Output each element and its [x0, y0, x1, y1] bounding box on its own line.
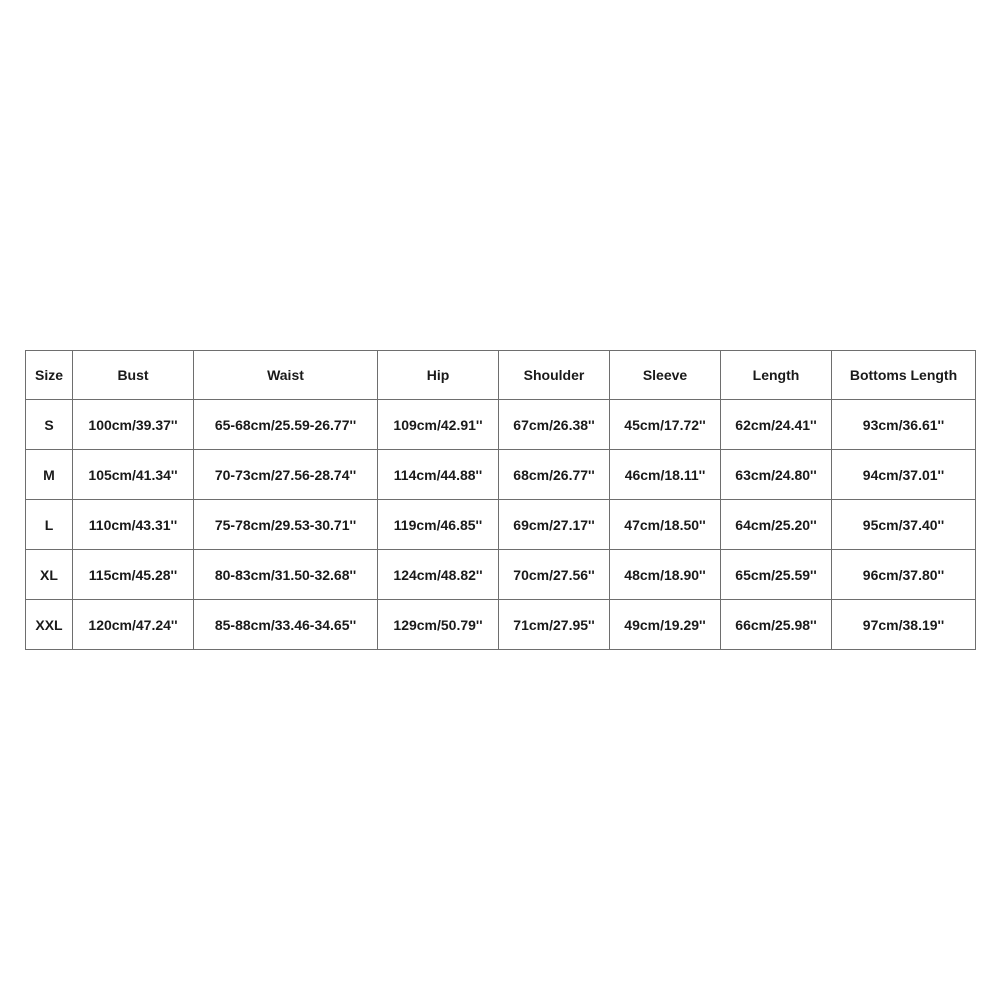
cell-waist: 80-83cm/31.50-32.68'' [194, 550, 378, 600]
header-hip: Hip [378, 351, 499, 400]
table-header-row [26, 351, 976, 400]
cell-hip: 109cm/42.91'' [378, 400, 499, 450]
cell-bust: 100cm/39.37'' [73, 400, 194, 450]
cell-bust: 110cm/43.31'' [73, 500, 194, 550]
table-row [26, 450, 976, 500]
header-bottoms-length: Bottoms Length [832, 351, 976, 400]
header-bust: Bust [73, 351, 194, 400]
cell-bottoms-length: 93cm/36.61'' [832, 400, 976, 450]
cell-size: XXL [26, 600, 73, 650]
cell-shoulder: 71cm/27.95'' [499, 600, 610, 650]
cell-bottoms-length: 94cm/37.01'' [832, 450, 976, 500]
cell-bust: 105cm/41.34'' [73, 450, 194, 500]
cell-length: 62cm/24.41'' [721, 400, 832, 450]
cell-sleeve: 48cm/18.90'' [610, 550, 721, 600]
header-sleeve: Sleeve [610, 351, 721, 400]
cell-bust: 115cm/45.28'' [73, 550, 194, 600]
cell-size: XL [26, 550, 73, 600]
cell-length: 64cm/25.20'' [721, 500, 832, 550]
cell-bottoms-length: 97cm/38.19'' [832, 600, 976, 650]
table-row [26, 600, 976, 650]
header-size: Size [26, 351, 73, 400]
size-chart-table [25, 350, 976, 650]
cell-length: 66cm/25.98'' [721, 600, 832, 650]
cell-shoulder: 70cm/27.56'' [499, 550, 610, 600]
cell-bottoms-length: 96cm/37.80'' [832, 550, 976, 600]
cell-size: M [26, 450, 73, 500]
cell-hip: 124cm/48.82'' [378, 550, 499, 600]
table-row [26, 550, 976, 600]
cell-length: 63cm/24.80'' [721, 450, 832, 500]
cell-sleeve: 45cm/17.72'' [610, 400, 721, 450]
header-waist: Waist [194, 351, 378, 400]
cell-shoulder: 69cm/27.17'' [499, 500, 610, 550]
header-shoulder: Shoulder [499, 351, 610, 400]
cell-sleeve: 46cm/18.11'' [610, 450, 721, 500]
table-row [26, 400, 976, 450]
cell-waist: 75-78cm/29.53-30.71'' [194, 500, 378, 550]
cell-waist: 65-68cm/25.59-26.77'' [194, 400, 378, 450]
table-row [26, 500, 976, 550]
cell-bust: 120cm/47.24'' [73, 600, 194, 650]
cell-size: L [26, 500, 73, 550]
cell-sleeve: 49cm/19.29'' [610, 600, 721, 650]
cell-hip: 129cm/50.79'' [378, 600, 499, 650]
cell-hip: 119cm/46.85'' [378, 500, 499, 550]
cell-waist: 85-88cm/33.46-34.65'' [194, 600, 378, 650]
cell-size: S [26, 400, 73, 450]
cell-waist: 70-73cm/27.56-28.74'' [194, 450, 378, 500]
cell-length: 65cm/25.59'' [721, 550, 832, 600]
header-length: Length [721, 351, 832, 400]
cell-sleeve: 47cm/18.50'' [610, 500, 721, 550]
cell-shoulder: 67cm/26.38'' [499, 400, 610, 450]
cell-bottoms-length: 95cm/37.40'' [832, 500, 976, 550]
cell-hip: 114cm/44.88'' [378, 450, 499, 500]
cell-shoulder: 68cm/26.77'' [499, 450, 610, 500]
